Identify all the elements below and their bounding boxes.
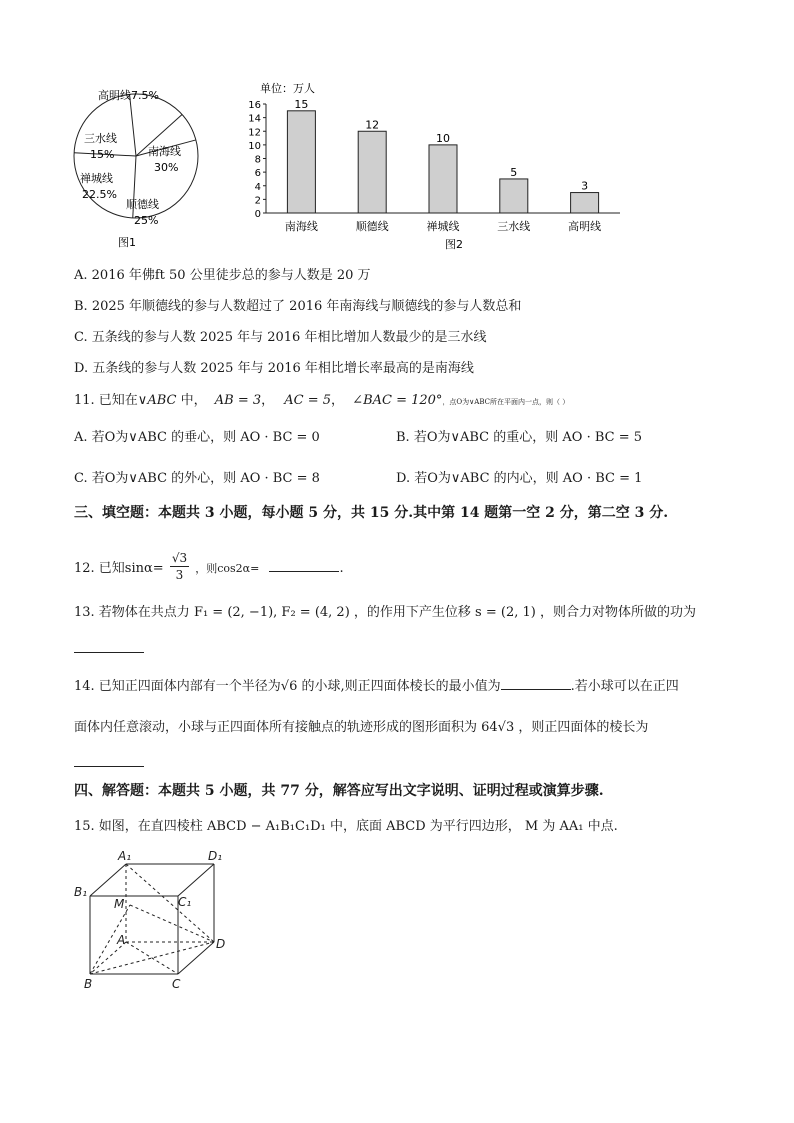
q12: 12. 已知sinα= $\frac{√3}{3}$ ，则cos2α= . (74, 551, 344, 582)
label-D1: D₁ (208, 849, 223, 863)
bar (358, 131, 386, 213)
q10-option-d: D. 五条线的参与人数 2025 年与 2016 年相比增长率最高的是南海线 (74, 361, 474, 376)
q11-stem: 11. 已知在∨ABC 中， AB = 3， AC = 5， ∠BAC = 120°，点O为∨ABC所在平面内一点，则（ ） (74, 393, 570, 408)
bar-value-label: 10 (436, 131, 450, 145)
pie-chart (70, 84, 210, 256)
section-4-heading: 四、解答题：本题共 5 小题，共 77 分，解答应写出文字说明、证明过程或演算步骤. (74, 783, 604, 799)
q13-answer-blank[interactable] (74, 640, 144, 653)
x-category-label: 顺德线 (355, 220, 389, 233)
label-A: A (117, 933, 126, 947)
bar-value-label: 3 (581, 179, 589, 193)
label-C: C (172, 977, 181, 991)
pie-label-chancheng: 禅城线 (80, 172, 113, 185)
bar (429, 145, 457, 213)
q11-option-a: A. 若O为∨ABC 的垂心，则 AO · BC = 0 (74, 430, 320, 445)
label-D: D (216, 937, 226, 951)
pie-label-sanshui: 三水线 (84, 132, 117, 145)
x-category-label: 三水线 (497, 220, 531, 233)
y-tick-label: 6 (254, 168, 261, 180)
q15-stem: 15. 如图，在直四棱柱 ABCD − A₁B₁C₁D₁ 中，底面 ABCD 为平行四边形， M 为 AA₁ 中点. (74, 819, 618, 834)
x-category-label: 高明线 (568, 220, 602, 233)
bar-value-label: 5 (510, 165, 518, 179)
pie-label-nanhai: 南海线 (148, 145, 181, 158)
q13-line1: 13. 若物体在共点力 F₁ = (2, −1), F₂ = (4, 2) ，的作用下产生位移 s = (2, 1) ，则合力对物体所做的功为 (74, 605, 696, 620)
bar-chart (228, 80, 628, 256)
y-tick-label: 8 (254, 154, 261, 166)
pie-pct-nanhai: 30% (154, 161, 179, 174)
pie-fig-label: 图1 (118, 236, 136, 249)
bar-fig-label: 图2 (445, 238, 463, 251)
section-3-heading: 三、填空题：本题共 3 小题，每小题 5 分，共 15 分.其中第 14 题第一空 2 分，第二空 3 分. (74, 505, 669, 521)
bar-value-label: 15 (294, 97, 309, 111)
q11-option-b: B. 若O为∨ABC 的重心，则 AO · BC = 5 (396, 430, 642, 445)
bar-unit-label: 单位：万人 (260, 82, 315, 95)
pie-label-gaoming: 高明线7.5% (98, 89, 159, 102)
label-A1: A₁ (118, 849, 132, 863)
y-tick-label: 10 (248, 140, 261, 152)
q11-option-c: C. 若O为∨ABC 的外心，则 AO · BC = 8 (74, 471, 320, 486)
y-tick-label: 14 (248, 113, 261, 125)
bar (287, 111, 315, 213)
y-tick-label: 4 (254, 181, 261, 193)
pie-label-shunde: 顺德线 (126, 198, 159, 211)
x-category-label: 禅城线 (426, 220, 460, 233)
bar-value-label: 12 (365, 118, 380, 132)
bar (500, 179, 528, 213)
q10-option-b: B. 2025 年顺德线的参与人数超过了 2016 年南海线与顺德线的参与人数总和 (74, 299, 522, 314)
y-tick-label: 2 (254, 195, 261, 207)
q10-option-c: C. 五条线的参与人数 2025 年与 2016 年相比增加人数最少的是三水线 (74, 330, 487, 345)
y-tick-label: 0 (254, 209, 261, 220)
q14-line2: 面体内任意滚动，小球与正四面体所有接触点的轨迹形成的图形面积为 64√3 ，则正四面体的棱长为 (74, 720, 649, 735)
prism-figure (72, 848, 242, 993)
label-B1: B₁ (74, 885, 88, 899)
label-C1: C₁ (178, 895, 192, 909)
q11-option-d: D. 若O为∨ABC 的内心，则 AO · BC = 1 (396, 471, 643, 486)
q10-option-a: A. 2016 年佛ft 50 公里徒步总的参与人数是 20 万 (74, 268, 371, 283)
label-B: B (84, 977, 93, 991)
pie-pct-sanshui: 15% (90, 148, 115, 161)
pie-pct-chancheng: 22.5% (82, 188, 117, 201)
q14-answer-blank-1[interactable] (501, 677, 571, 690)
q14-answer-blank-2[interactable] (74, 754, 144, 767)
q14-line1: 14. 已知正四面体内部有一个半径为√6 的小球,则正四面体棱长的最小值为 .若小球可以在正四 (74, 679, 679, 694)
pie-pct-shunde: 25% (134, 214, 159, 227)
bar (571, 193, 599, 213)
y-tick-label: 12 (248, 127, 261, 139)
y-tick-label: 16 (248, 100, 261, 111)
q12-fraction: $\frac{√3}{3}$ (171, 551, 188, 582)
x-category-label: 南海线 (284, 220, 318, 233)
label-M: M (114, 897, 125, 911)
q12-answer-blank[interactable] (269, 559, 339, 572)
